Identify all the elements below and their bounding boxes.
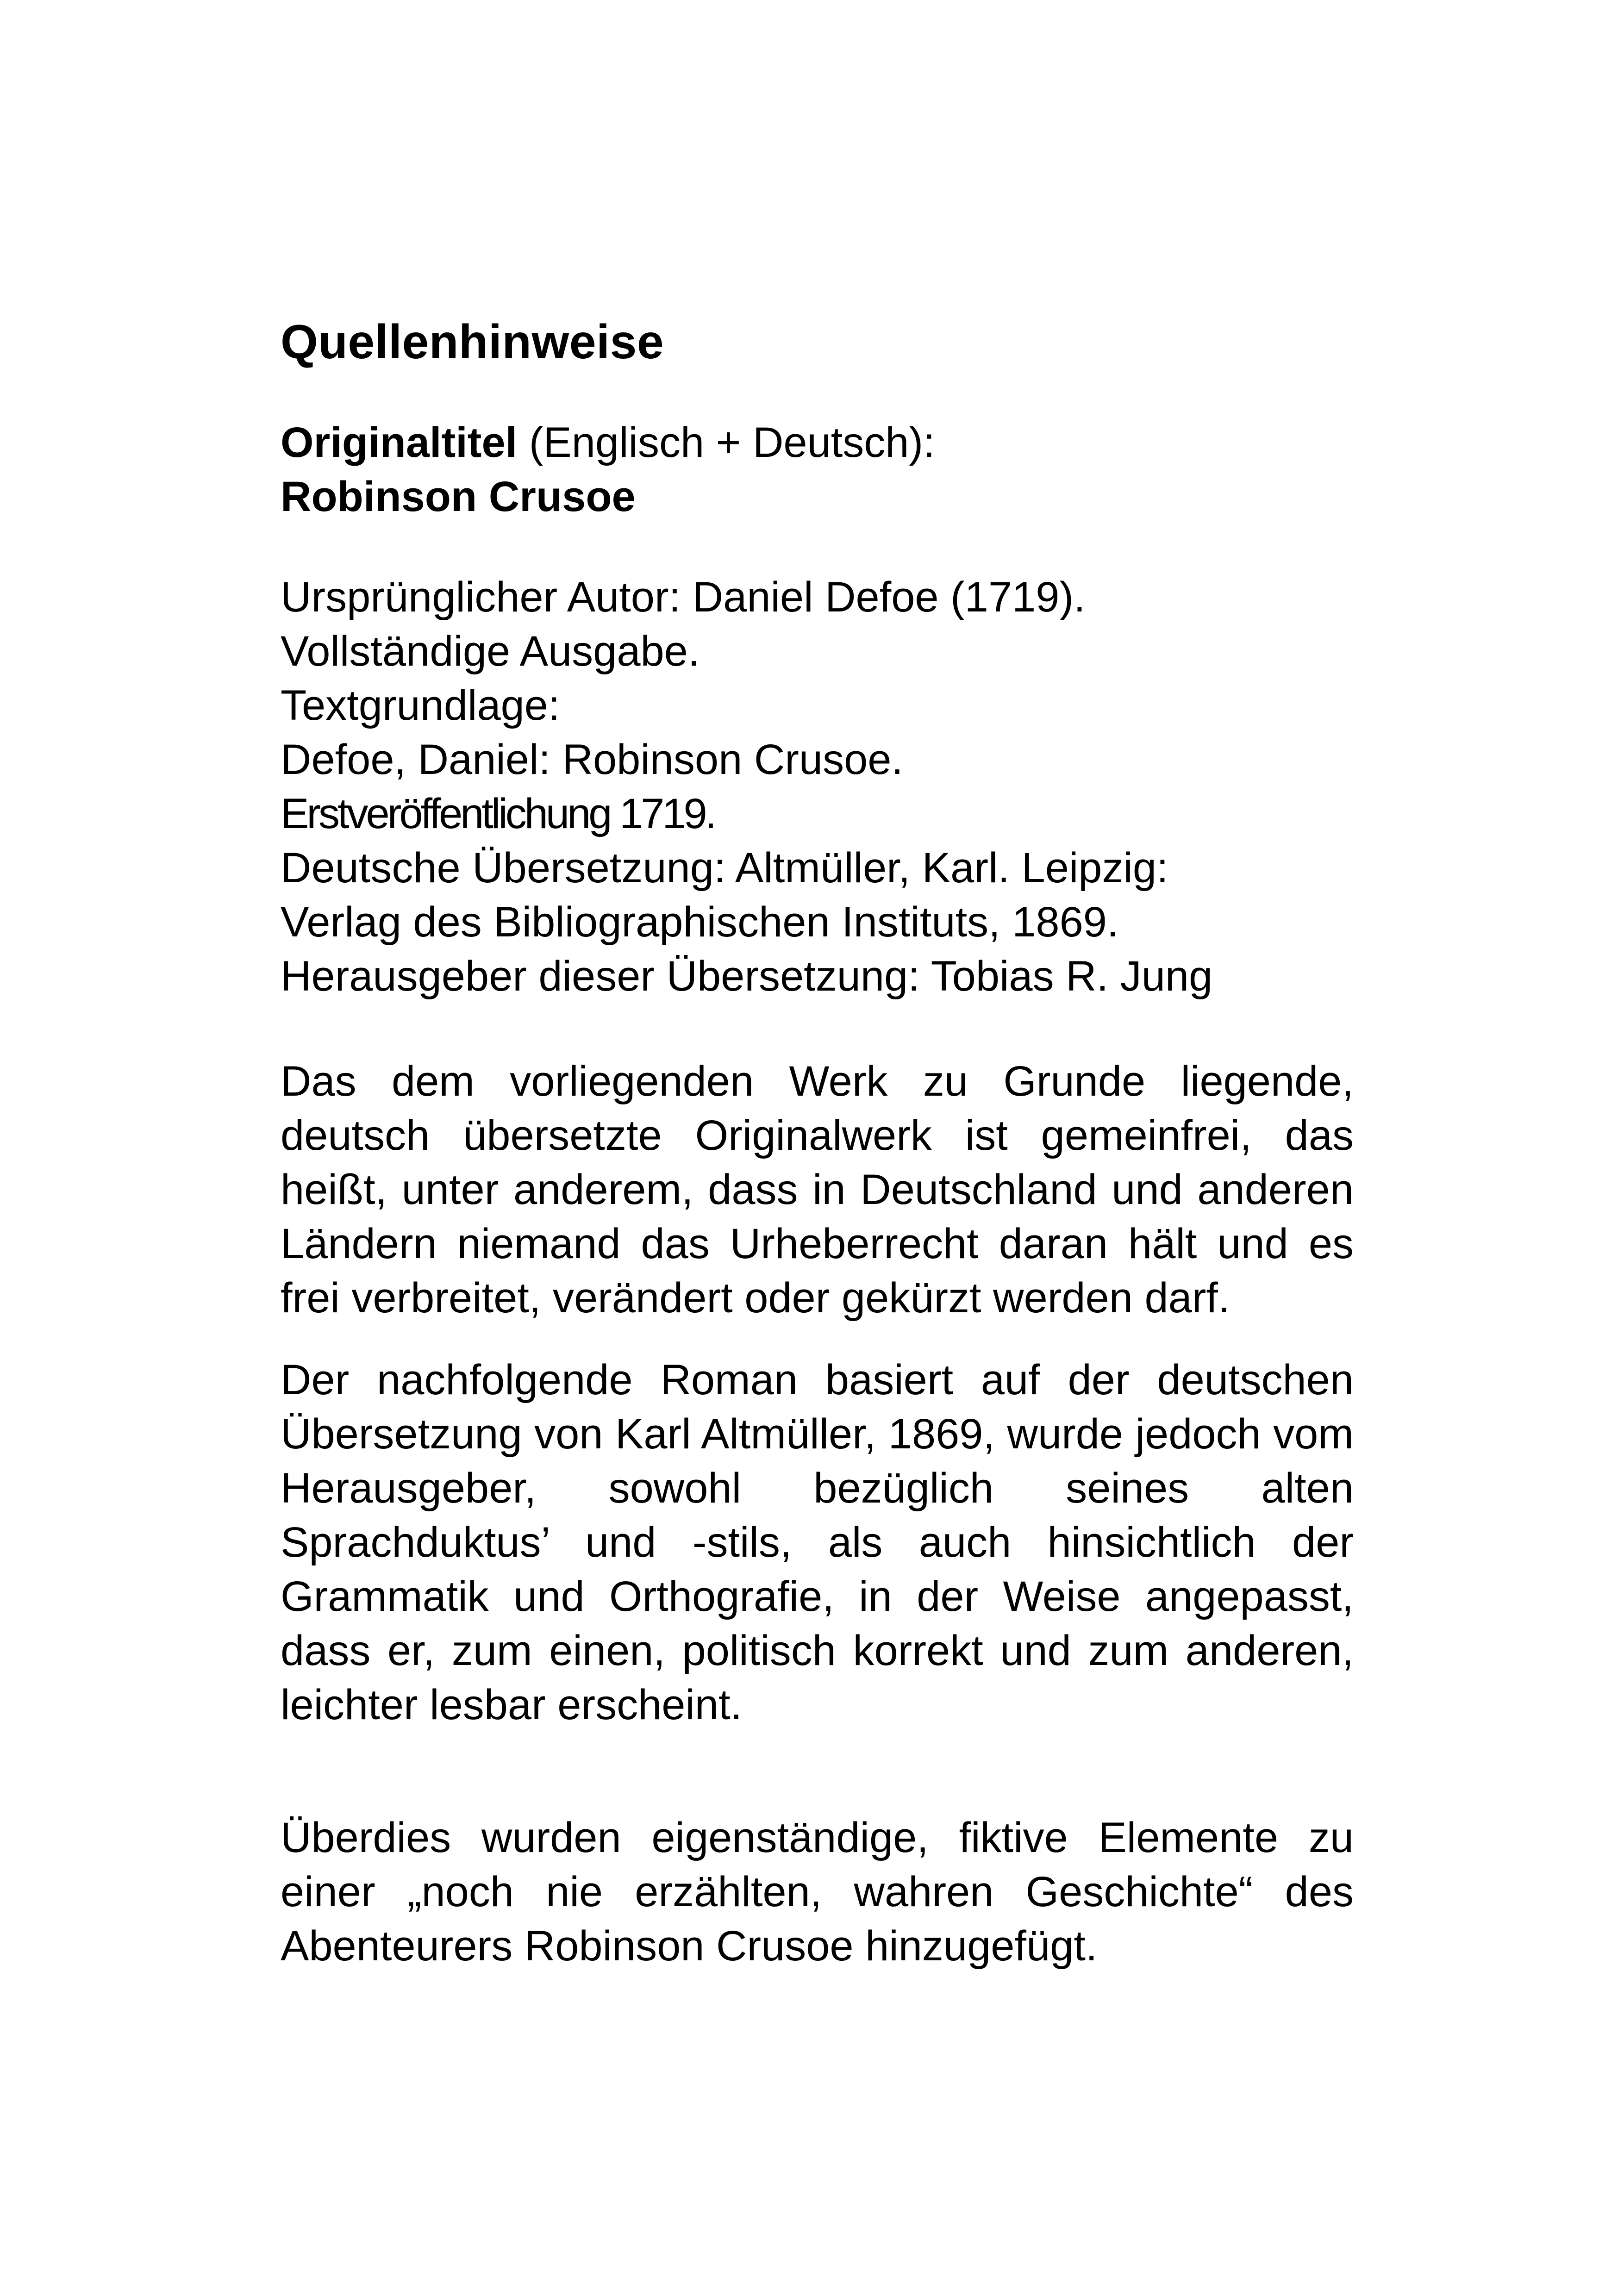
info-line-editor: Herausgeber dieser Übersetzung: Tobias R. Jung [281,952,1213,1000]
paragraph-translation-basis: Der nachfolgende Roman basiert auf der deutschen Übersetzung von Karl Altmüller, 1869, wurde jedoch vom Herausgeber, sowohl bezüglich seines alten Sprachduktus’ und -stils, als auch hinsichtlich der Grammatik und Orthografie, in der Weise angepasst, dass er, zum einen, politisch korrekt und zum anderen, leichter lesbar erscheint. [281,1356,1354,1728]
info-line-text-basis: Defoe, Daniel: Robinson Crusoe. [281,736,903,783]
paragraph-public-domain: Das dem vorliegenden Werk zu Grunde liegende, deutsch übersetzte Originalwerk ist gemeinfrei, das heißt, unter anderem, dass in Deutschland und anderen Ländern niemand das Urheberrecht daran hält und es frei verbreitet, verändert oder gekürzt werden darf. [281,1057,1354,1322]
original-title-label: Originaltitel [281,418,518,466]
book-title: Robinson Crusoe [281,473,636,520]
page-title: Quellenhinweise [281,315,664,369]
info-line-first-publication: Erstveröffentlichung 1719. [281,790,715,837]
info-line-author: Ursprünglicher Autor: Daniel Defoe (1719). [281,573,1086,621]
info-line-edition: Vollständige Ausgabe. [281,627,700,675]
info-line-text-basis-label: Textgrundlage: [281,681,560,729]
source-info-block [281,570,1354,1004]
original-title-line [281,416,1354,470]
original-title-block [281,416,1354,524]
content-area [281,315,1354,1973]
info-line-translation: Deutsche Übersetzung: Altmüller, Karl. Leipzig: [281,844,1168,892]
original-title-languages: (Englisch + Deutsch): [517,418,935,466]
info-line-publisher: Verlag des Bibliographischen Instituts, 1869. [281,898,1119,946]
paragraph-fictional-elements: Überdies wurden eigenständige, fiktive Elemente zu einer „noch nie erzählten, wahren Geschichte“ des Abenteurers Robinson Crusoe hinzugefügt. [281,1814,1354,1970]
